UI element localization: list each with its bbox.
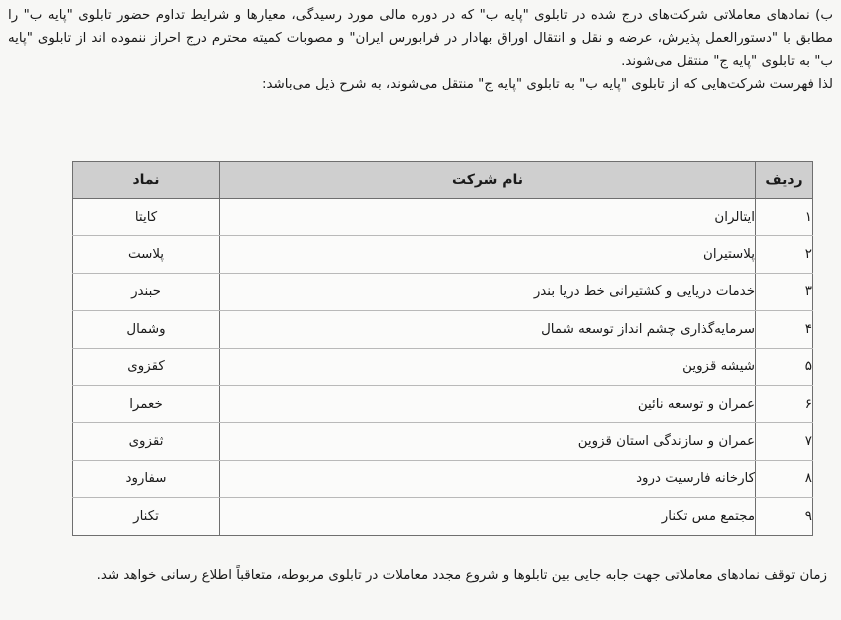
header-company-name: نام شرکت xyxy=(220,162,756,199)
row-number: ۴ xyxy=(756,311,813,348)
company-name: شیشه قزوین xyxy=(220,348,756,385)
row-number: ۵ xyxy=(756,348,813,385)
table-row xyxy=(73,348,813,385)
company-name: عمران و توسعه نائین xyxy=(220,385,756,422)
company-symbol: کایتا xyxy=(73,199,220,236)
company-symbol: تکنار xyxy=(73,498,220,535)
table-row xyxy=(73,236,813,273)
table-row xyxy=(73,498,813,535)
outro-text: زمان توقف نمادهای معاملاتی جهت جابه جایی بین تابلوها و شروع مجدد معاملات در تابلوی مربوطه، متعاقباً اطلاع رسانی خواهد شد. xyxy=(96,568,827,583)
companies-table xyxy=(72,161,813,536)
company-symbol: ثقزوی xyxy=(73,423,220,460)
row-number: ۲ xyxy=(756,236,813,273)
company-name: سرمایه‌گذاری چشم انداز توسعه شمال xyxy=(220,311,756,348)
company-symbol: پلاست xyxy=(73,236,220,273)
table-header-row xyxy=(73,162,813,199)
header-symbol: نماد xyxy=(73,162,220,199)
intro-lead: لذا فهرست شرکت‌هایی که از تابلوی "پایه ب" به تابلوی "پایه ج" منتقل می‌شوند، به شرح ذیل می‌باشد: xyxy=(262,77,833,92)
intro-paragraph: ب) نمادهای معاملاتی شرکت‌های درج شده در تابلوی "پایه ب" که در دوره مالی مورد رسیدگی، معیارها و شرایط تداوم حضور تابلوی "پایه ب" را مطابق با "دستورالعمل پذیرش، عرضه و نقل و انتقال اوراق بهادار در فرابورس ایران" و مصوبات کمیته محترم درج احراز ننموده اند از تابلوی "پایه ب" به تابلوی "پایه ج" منتقل می‌شوند. xyxy=(8,8,833,69)
table-row xyxy=(73,385,813,422)
table-row xyxy=(73,460,813,497)
company-name: کارخانه فارسیت درود xyxy=(220,460,756,497)
company-symbol: خعمرا xyxy=(73,385,220,422)
header-row-number: ردیف xyxy=(756,162,813,199)
table-row xyxy=(73,311,813,348)
row-number: ۱ xyxy=(756,199,813,236)
table-row xyxy=(73,199,813,236)
row-number: ۹ xyxy=(756,498,813,535)
table-row xyxy=(73,423,813,460)
company-symbol: وشمال xyxy=(73,311,220,348)
row-number: ۶ xyxy=(756,385,813,422)
row-number: ۷ xyxy=(756,423,813,460)
company-name: مجتمع مس تکنار xyxy=(220,498,756,535)
row-number: ۸ xyxy=(756,460,813,497)
company-name: خدمات دریایی و کشتیرانی خط دریا بندر xyxy=(220,273,756,310)
company-symbol: کقزوی xyxy=(73,348,220,385)
company-name: پلاستیران xyxy=(220,236,756,273)
row-number: ۳ xyxy=(756,273,813,310)
company-name: ایتالران xyxy=(220,199,756,236)
table-row xyxy=(73,273,813,310)
company-symbol: حبندر xyxy=(73,273,220,310)
intro-text xyxy=(8,4,833,96)
company-name: عمران و سازندگی استان قزوین xyxy=(220,423,756,460)
company-symbol: سفارود xyxy=(73,460,220,497)
